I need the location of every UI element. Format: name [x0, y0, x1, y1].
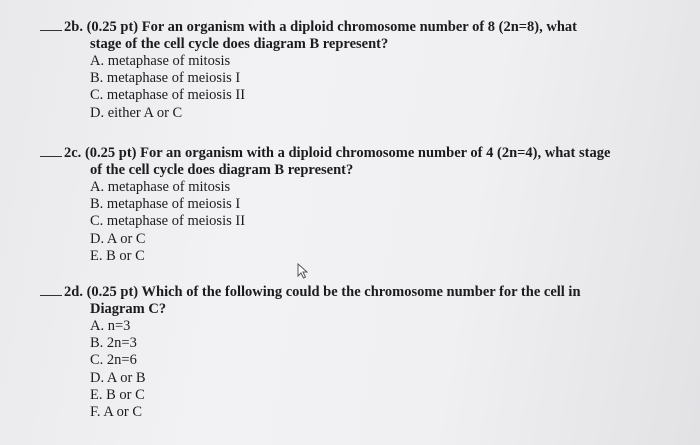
option-d: D. A or B	[90, 369, 146, 386]
option-f: F. A or C	[90, 404, 143, 421]
question-points: (0.25 pt)	[86, 284, 139, 300]
question-points: (0.25 pt)	[86, 19, 139, 35]
answer-blank[interactable]	[40, 30, 62, 31]
question-number: 2b.	[64, 19, 83, 35]
option-a: A. n=3	[90, 318, 131, 334]
answer-blank[interactable]	[40, 295, 62, 296]
question-2d	[40, 284, 581, 421]
option-a: A. metaphase of mitosis	[90, 179, 231, 195]
option-b: B. metaphase of meiosis I	[90, 196, 241, 213]
option-list	[40, 179, 610, 265]
option-d: D. either A or C	[90, 104, 183, 121]
question-number: 2c.	[64, 145, 82, 161]
question-number: 2d.	[64, 284, 83, 300]
option-b: B. metaphase of meiosis I	[90, 70, 241, 87]
question-text-line1: Which of the following could be the chromosome number for the cell in	[141, 284, 581, 300]
question-text-line2: Diagram C?	[90, 301, 167, 317]
answer-blank[interactable]	[40, 156, 62, 157]
option-b: B. 2n=3	[90, 335, 137, 352]
option-d: D. A or C	[90, 230, 146, 247]
option-a: A. metaphase of mitosis	[90, 53, 231, 69]
option-list	[40, 318, 581, 421]
option-c: C. metaphase of meiosis II	[90, 213, 246, 230]
question-text-line1: For an organism with a diploid chromosome number of 8 (2n=8), what	[141, 19, 577, 35]
option-c: C. metaphase of meiosis II	[90, 87, 246, 104]
question-header	[40, 19, 577, 36]
question-points: (0.25 pt)	[84, 145, 137, 161]
question-text-line1: For an organism with a diploid chromosome number of 4 (2n=4), what stage	[140, 145, 611, 161]
option-e: E. B or C	[90, 386, 145, 403]
question-2b	[40, 19, 577, 122]
question-2c	[40, 145, 610, 265]
question-header	[40, 145, 610, 162]
question-text-line2: stage of the cell cycle does diagram B represent?	[90, 36, 389, 52]
mouse-cursor-icon	[296, 263, 310, 279]
option-c: C. 2n=6	[90, 352, 137, 369]
option-e: E. B or C	[90, 247, 145, 264]
question-header	[40, 284, 581, 301]
option-list	[40, 53, 577, 122]
question-text-line2: of the cell cycle does diagram B represent?	[90, 162, 354, 178]
